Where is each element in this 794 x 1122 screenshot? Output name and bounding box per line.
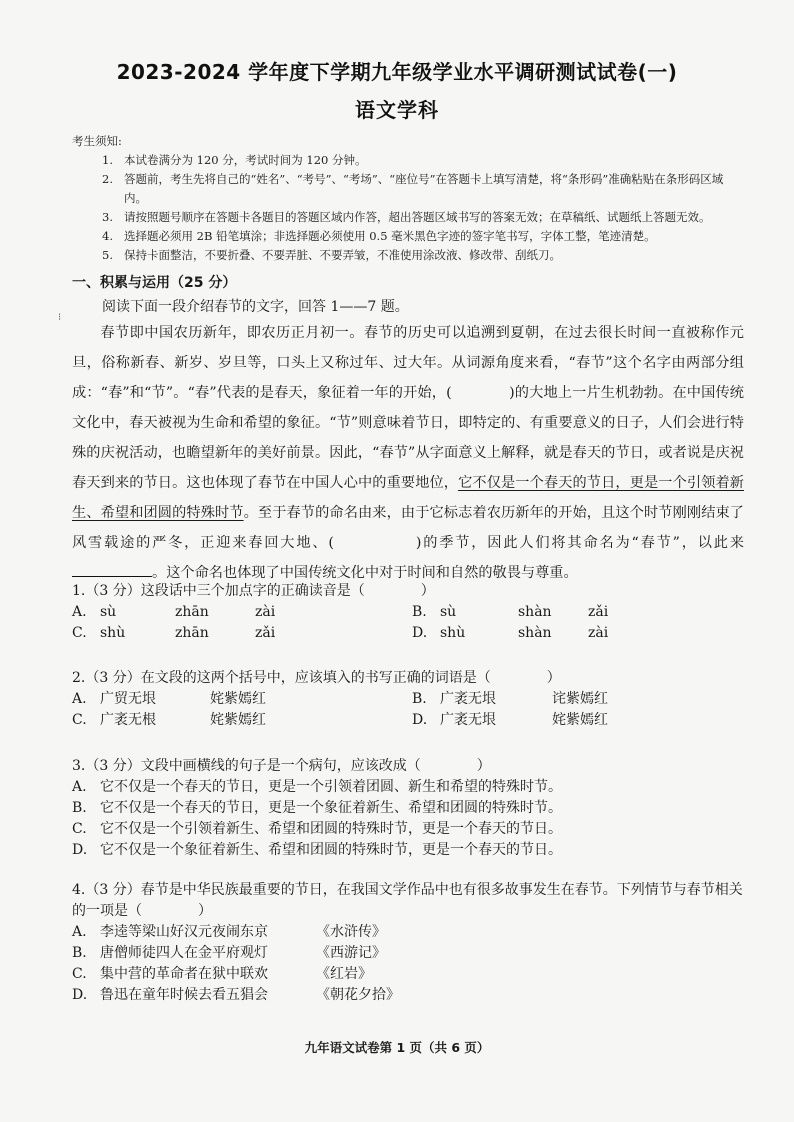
instruction-item: 2. 答题前，考生先将自己的“姓名”、“考号”、“考场”、“座位号”在答题卡上填写清楚，将“条形码”准确粘贴在条形码区域内。 xyxy=(102,172,724,205)
margin-mark-icon: ⁝ xyxy=(58,312,62,323)
page-footer: 九年语文试卷第 1 页（共 6 页） xyxy=(304,1040,490,1055)
option-row: C. 广袤无根 姹紫嫣红 D. 广袤无垠 姹紫嫣红 xyxy=(72,712,608,728)
question-1 xyxy=(72,581,752,644)
option-b: B. 它不仅是一个春天的节日，更是一个象征着新生、希望和团圆的特殊时节。 xyxy=(72,800,562,816)
instruction-item: 4. 选择题必须用 2B 铅笔填涂；非选择题必须使用 0.5 毫米黑色字迹的签字笔书写，字体工整，笔迹清楚。 xyxy=(102,229,656,243)
instruction-item: 3. 请按照题号顺序在答题卡各题目的答题区域内作答，超出答题区域书写的答案无效；在草稿纸、试题纸上答题无效。 xyxy=(102,210,711,224)
exam-title: 2023-2024 学年度下学期九年级学业水平调研测试试卷(一) xyxy=(116,60,678,84)
book-title: 《水浒传》 xyxy=(316,924,386,940)
book-title: 《西游记》 xyxy=(316,945,386,961)
section-heading: 一、积累与运用（25 分） xyxy=(72,275,237,291)
book-title: 《红岩》 xyxy=(316,966,372,982)
option-d: D. 它不仅是一个象征着新生、希望和团圆的特殊时节，更是一个春天的节日。 xyxy=(72,842,562,858)
question-4 xyxy=(72,880,752,1006)
exam-subject: 语文学科 xyxy=(355,98,439,122)
option-row: A. sù zhān zài B. sù shàn zǎi xyxy=(72,604,609,620)
option-row: C. shù zhān zǎi D. shù shàn zài xyxy=(72,625,609,641)
option-row: A. 广贸无垠 姹紫嫣红 B. 广袤无垠 诧紫嫣红 xyxy=(72,691,608,707)
option-a: A. 它不仅是一个春天的节日，更是一个引领着团圆、新生和希望的特殊时节。 xyxy=(72,779,562,795)
question-stem: 1.（3 分）这段话中三个加点字的正确读音是（ ） xyxy=(72,583,435,599)
question-3 xyxy=(72,756,752,861)
option-b: B. 唐僧师徒四人在金平府观灯 《西游记》 xyxy=(72,943,752,964)
option-a: A. 李逵等梁山好汉元夜闹东京 《水浒传》 xyxy=(72,922,752,943)
question-stem: 3.（3 分）文段中画横线的句子是一个病句，应该改成（ ） xyxy=(72,758,491,774)
reading-passage xyxy=(72,318,744,588)
exam-instructions xyxy=(72,132,742,265)
question-stem: 2.（3 分）在文段的这两个括号中，应该填入的书写正确的词语是（ ） xyxy=(72,670,561,686)
book-title: 《朝花夕拾》 xyxy=(316,987,400,1003)
passage-paragraph: 春节即中国农历新年，即农历正月初一。春节的历史可以追溯到夏朝，在过去很长时间一直被称作元旦，俗称新春、新岁、岁旦等，口头上又称过年、过大年。从词源角度来看，“春节”这个名字由两部分组成：“春”和“节”。“春”代表的是春天，象征着一年的开始，( )的大地上一片生机勃勃。在中国传统文化中，春天被视为生命和希望的象征。“节”则意味着节日，即特定的、有重要意义的日子，人们会进行特殊的庆祝活动，也瞻望新年的美好前景。因此，“春节”从字面意义上解释，就是春天的节日，或者说是庆祝春天到来的节日。这也体现了春节在中国人心中的重要地位，它不仅是一个春天的节日，更是一个引领着新生、希望和团圆的特殊时节。至于春节的命名由来，由于它标志着农历新年的开始，且这个时节刚刚结束了风雪载途的严冬，正迎来春回大地、( )的季节，因此人们将其命名为“春节”，以此来。这个命名也体现了中国传统文化中对于时间和自然的敬畏与尊重。 xyxy=(72,325,744,581)
instruction-item: 1. 本试卷满分为 120 分，考试时间为 120 分钟。 xyxy=(102,153,367,167)
instructions-heading: 考生须知: xyxy=(72,134,122,148)
option-d: D. 鲁迅在童年时候去看五猖会 《朝花夕拾》 xyxy=(72,985,752,1006)
instruction-item: 5. 保持卡面整洁，不要折叠、不要弄脏、不要弄皱，不准使用涂改液、修改带、刮纸刀。 xyxy=(102,248,561,262)
fill-blank xyxy=(72,562,152,577)
underlined-sentence: 它不仅是一个春天的节日，更是一个引领着新生、希望和团圆的特殊时节 xyxy=(72,475,744,521)
question-stem: 4.（3 分）春节是中华民族最重要的节日，在我国文学作品中也有很多故事发生在春节。下列情节与春节相关的一项是（ ） xyxy=(72,882,743,919)
question-2 xyxy=(72,668,752,731)
option-c: C. 集中营的革命者在狱中联欢 《红岩》 xyxy=(72,964,752,985)
reading-intro: 阅读下面一段介绍春节的文字，回答 1——7 题。 xyxy=(102,299,409,315)
option-c: C. 它不仅是一个引领着新生、希望和团圆的特殊时节，更是一个春天的节日。 xyxy=(72,821,562,837)
